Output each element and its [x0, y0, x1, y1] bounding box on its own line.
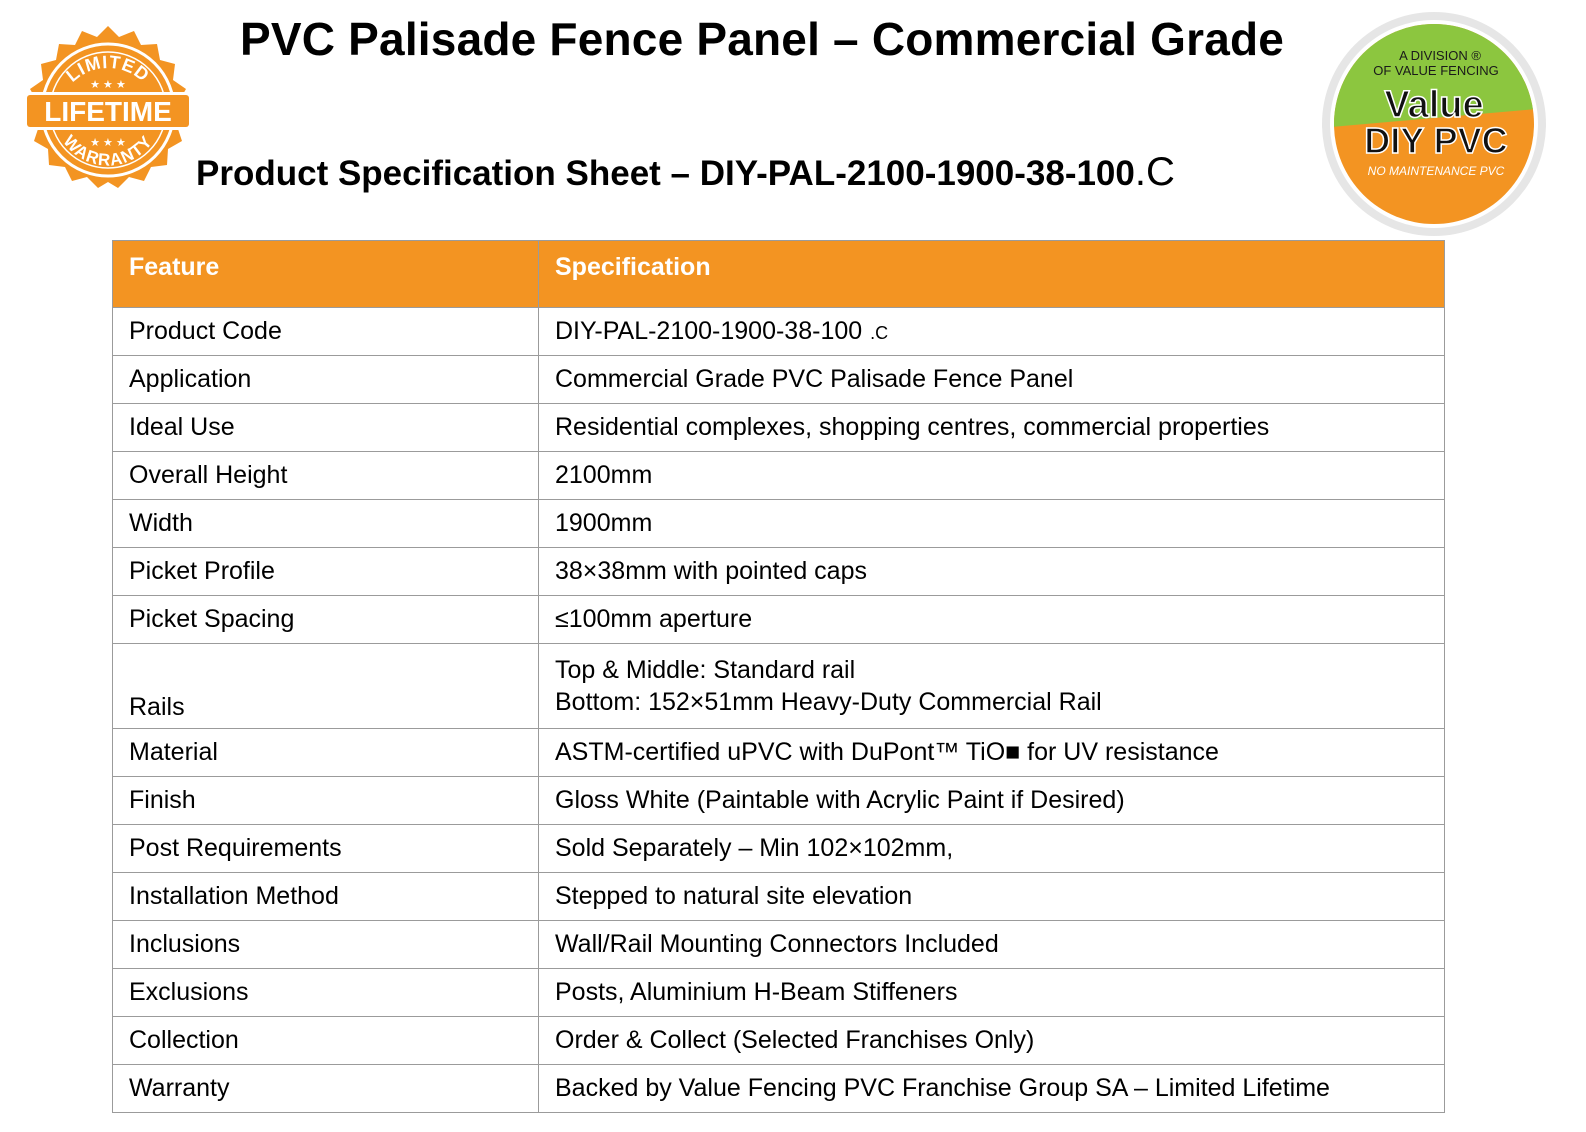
table-row [113, 825, 1445, 873]
badge-main-text: LIFETIME [44, 96, 172, 127]
logo-name-line2: DIY PVC [1364, 120, 1508, 161]
spec-cell: Posts, Aluminium H-Beam Stiffeners [539, 969, 1445, 1017]
feature-cell: Picket Profile [113, 548, 539, 596]
table-row [113, 356, 1445, 404]
logo-division-line2: OF VALUE FENCING [1373, 63, 1499, 78]
feature-cell: Exclusions [113, 969, 539, 1017]
table-row [113, 452, 1445, 500]
table-row [113, 873, 1445, 921]
table-header-row [113, 241, 1445, 308]
spec-cell: Stepped to natural site elevation [539, 873, 1445, 921]
table-row [113, 404, 1445, 452]
feature-cell: Installation Method [113, 873, 539, 921]
page-subtitle [196, 150, 1175, 195]
warranty-badge [20, 22, 196, 198]
logo-division-line1: A DIVISION ® [1399, 48, 1481, 63]
badge-stars-bottom: ★ ★ ★ [90, 137, 126, 149]
badge-stars-top: ★ ★ ★ [90, 79, 126, 91]
spec-cell [539, 644, 1445, 729]
table-row [113, 596, 1445, 644]
specification-table [112, 240, 1445, 1113]
table-row [113, 921, 1445, 969]
table-row [113, 969, 1445, 1017]
spec-cell [539, 308, 1445, 356]
feature-cell: Product Code [113, 308, 539, 356]
feature-cell: Rails [113, 644, 539, 729]
spec-line: Top & Middle: Standard rail [555, 656, 856, 684]
page-title: PVC Palisade Fence Panel – Commercial Grade [240, 13, 1285, 65]
feature-cell: Application [113, 356, 539, 404]
column-header-feature: Feature [113, 241, 539, 308]
spec-cell: ≤100mm aperture [539, 596, 1445, 644]
logo-name-line1: Value [1384, 84, 1484, 126]
feature-cell: Collection [113, 1017, 539, 1065]
feature-cell: Finish [113, 777, 539, 825]
spec-cell: Residential complexes, shopping centres, commercial properties [539, 404, 1445, 452]
table-row [113, 1017, 1445, 1065]
spec-cell: 2100mm [539, 452, 1445, 500]
table-row [113, 1065, 1445, 1113]
subtitle-text: Product Specification Sheet – DIY-PAL-2100-1900-38-100 [196, 154, 1135, 193]
feature-cell: Post Requirements [113, 825, 539, 873]
spec-cell: 1900mm [539, 500, 1445, 548]
table-row [113, 729, 1445, 777]
spec-text: DIY-PAL-2100-1900-38-100 [555, 317, 863, 345]
value-diy-pvc-logo-icon [1320, 10, 1548, 238]
table-row [113, 548, 1445, 596]
spec-cell: ASTM-certified uPVC with DuPont™ TiO■ for UV resistance [539, 729, 1445, 777]
spec-cell: Gloss White (Paintable with Acrylic Paint if Desired) [539, 777, 1445, 825]
brand-logo [1320, 10, 1548, 238]
column-header-specification: Specification [539, 241, 1445, 308]
badge-bottom-text: WARRANTY [59, 131, 157, 170]
spec-line: Bottom: 152×51mm Heavy-Duty Commercial Rail [555, 688, 1102, 716]
table-row [113, 777, 1445, 825]
spec-cell: Commercial Grade PVC Palisade Fence Panel [539, 356, 1445, 404]
spec-cell: Wall/Rail Mounting Connectors Included [539, 921, 1445, 969]
feature-cell: Warranty [113, 1065, 539, 1113]
badge-top-text: LIMITED [62, 51, 154, 86]
spec-cell: Order & Collect (Selected Franchises Only) [539, 1017, 1445, 1065]
logo-tagline: NO MAINTENANCE PVC [1367, 164, 1505, 178]
feature-cell: Picket Spacing [113, 596, 539, 644]
feature-cell: Inclusions [113, 921, 539, 969]
feature-cell: Ideal Use [113, 404, 539, 452]
feature-cell: Width [113, 500, 539, 548]
spec-cell: Sold Separately – Min 102×102mm, [539, 825, 1445, 873]
spec-cell: Backed by Value Fencing PVC Franchise Group SA – Limited Lifetime [539, 1065, 1445, 1113]
spec-suffix: .C [870, 323, 889, 343]
subtitle-suffix: .C [1134, 150, 1175, 194]
warranty-seal-icon [20, 22, 196, 198]
feature-cell: Material [113, 729, 539, 777]
feature-cell: Overall Height [113, 452, 539, 500]
table-row [113, 644, 1445, 729]
table-row [113, 308, 1445, 356]
spec-cell: 38×38mm with pointed caps [539, 548, 1445, 596]
table-row [113, 500, 1445, 548]
